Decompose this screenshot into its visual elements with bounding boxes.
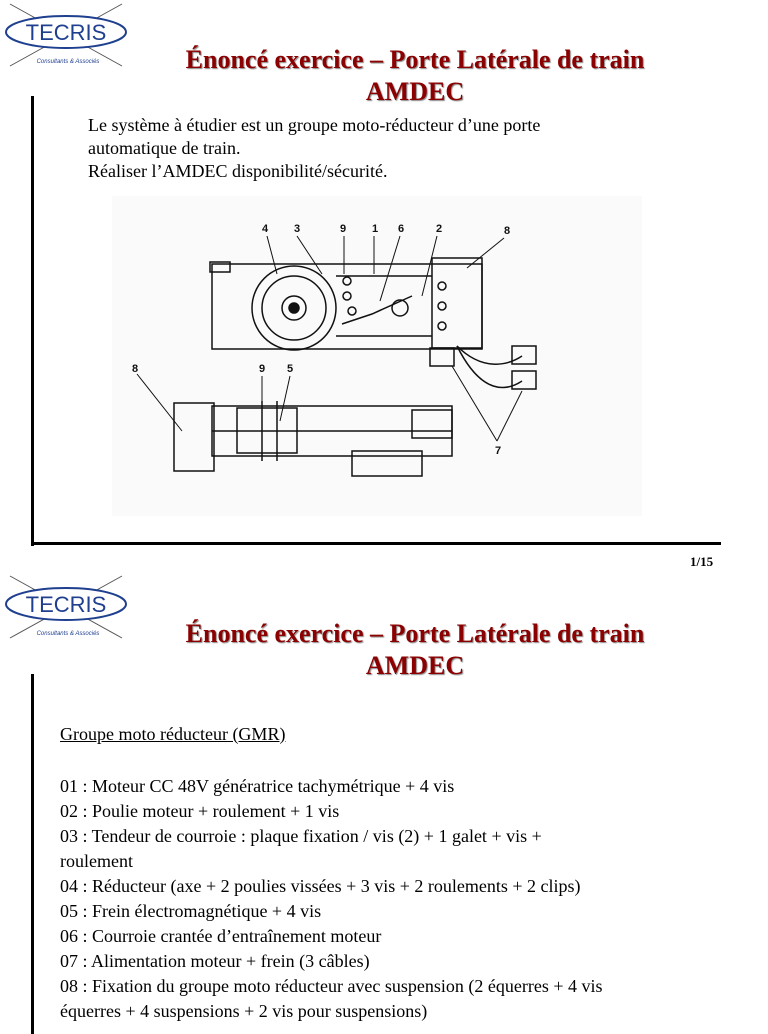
intro-text: [88, 114, 708, 183]
left-rule: [31, 96, 34, 546]
title-line-1: Énoncé exercice – Porte Latérale de train: [185, 619, 645, 648]
list-item: 05 : Frein électromagnétique + 4 vis: [60, 901, 322, 921]
technical-drawing: [112, 196, 642, 516]
figure-label: 8: [132, 363, 139, 375]
intro-line: automatique de train.: [88, 138, 241, 158]
figure-label: 9: [259, 363, 266, 375]
list-item: roulement: [60, 851, 133, 871]
figure-label: 2: [436, 223, 443, 235]
logo-tagline: Consultants & Associés: [36, 59, 100, 65]
intro-line: Réaliser l’AMDEC disponibilité/sécurité.: [88, 161, 388, 181]
figure-label: 1: [372, 223, 379, 235]
figure-label: 3: [294, 223, 301, 235]
logo-brand: TECRIS: [25, 20, 107, 45]
list-item: 08 : Fixation du groupe moto réducteur avec suspension (2 équerres + 4 vis: [60, 976, 603, 996]
figure-label: 6: [398, 223, 405, 235]
slide-title: [110, 618, 720, 682]
intro-line: Le système à étudier est un groupe moto-réducteur d’une porte: [88, 115, 541, 135]
left-rule: [31, 674, 34, 1034]
list-item: 03 : Tendeur de courroie : plaque fixation / vis (2) + 1 galet + vis +: [60, 826, 542, 846]
slide-title: [110, 44, 720, 108]
list-item: équerres + 4 suspensions + 2 vis pour suspensions): [60, 1001, 428, 1021]
figure-label: 8: [504, 225, 511, 237]
list-item: 06 : Courroie crantée d’entraînement moteur: [60, 926, 382, 946]
list-item: 07 : Alimentation moteur + frein (3 câbles): [60, 951, 370, 971]
list-item: 04 : Réducteur (axe + 2 poulies vissées + 3 vis + 2 roulements + 2 clips): [60, 876, 581, 896]
logo-brand: TECRIS: [25, 592, 107, 617]
title-line-1: Énoncé exercice – Porte Latérale de train: [185, 45, 645, 74]
slide-2: [0, 572, 768, 1024]
logo-tagline: Consultants & Associés: [36, 631, 100, 637]
bottom-rule: [31, 542, 721, 545]
figure-label: 5: [287, 363, 294, 375]
figure-label: 7: [495, 445, 502, 457]
list-item: 01 : Moteur CC 48V génératrice tachymétrique + 4 vis: [60, 776, 455, 796]
list-item: 02 : Poulie moteur + roulement + 1 vis: [60, 801, 340, 821]
figure-label: 4: [262, 223, 269, 235]
page-number: 1/15: [690, 554, 714, 569]
title-line-2: AMDEC: [365, 77, 465, 106]
title-line-2: AMDEC: [365, 651, 465, 680]
section-title: Groupe moto réducteur (GMR): [60, 724, 286, 744]
component-list: [60, 774, 720, 1024]
figure-label: 9: [340, 223, 347, 235]
